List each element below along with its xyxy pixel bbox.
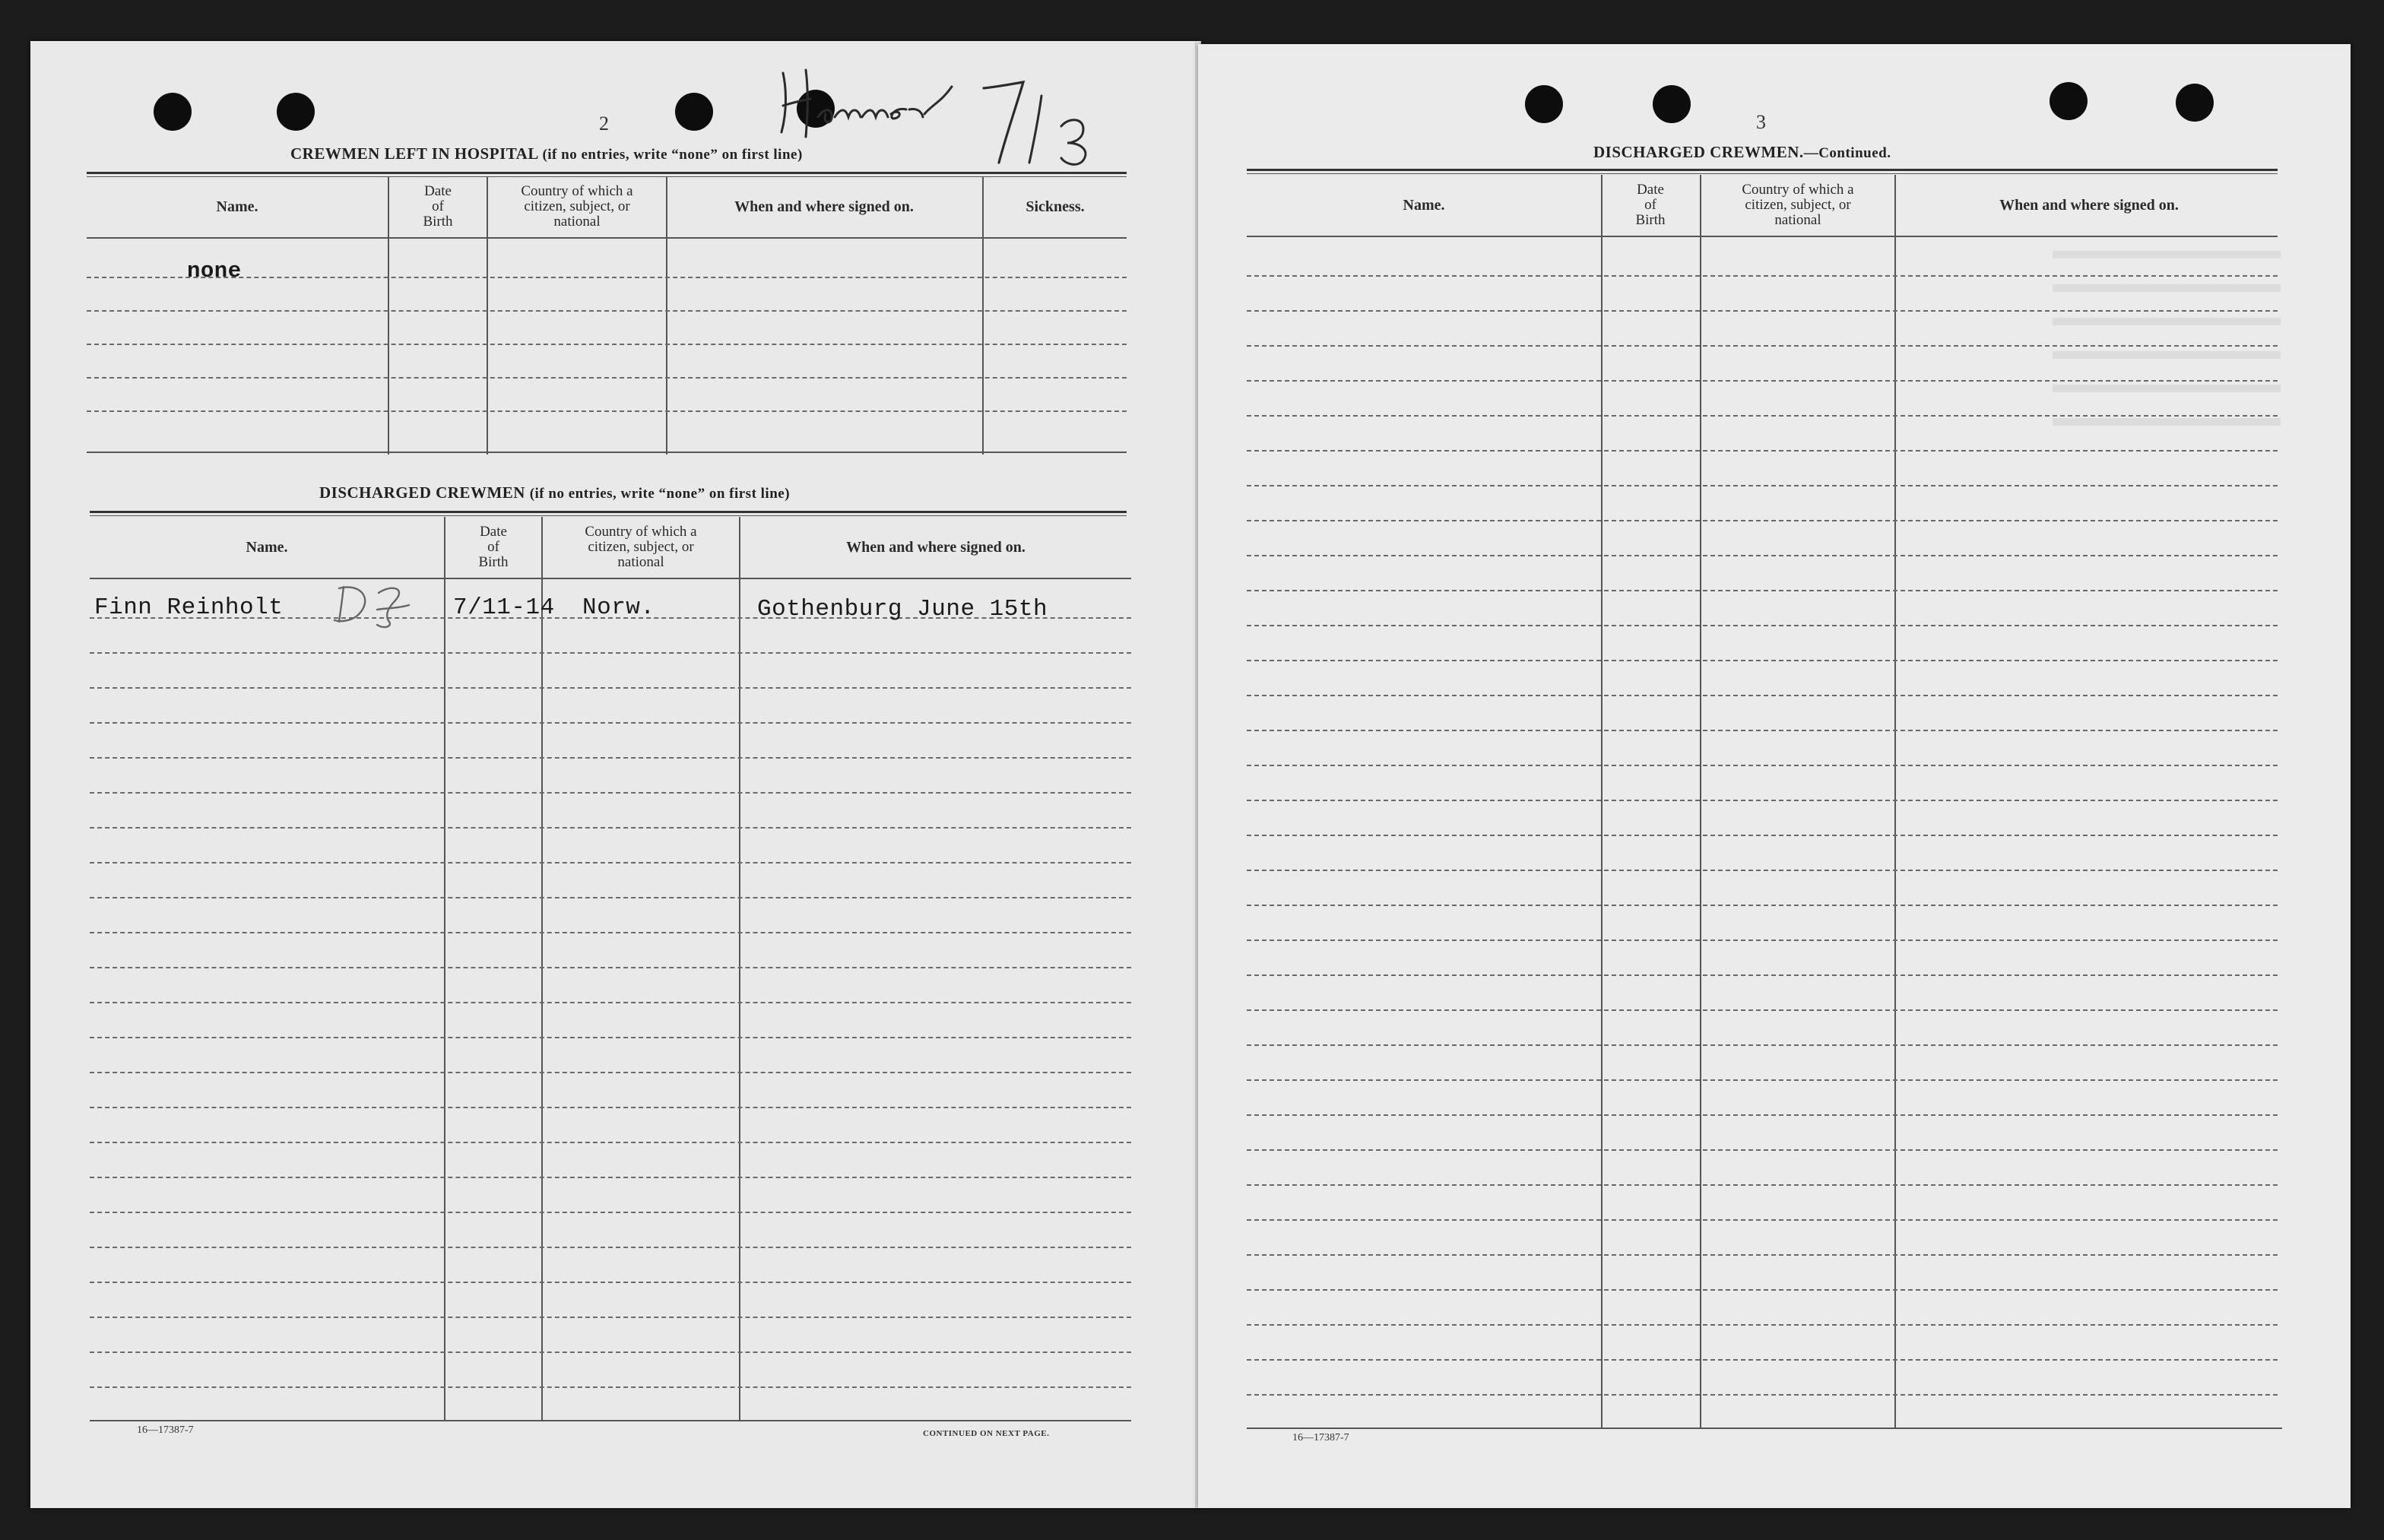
col-divider [388,176,389,455]
col-divider [487,176,488,455]
entry-line [1247,940,2278,941]
col-signed: When and where signed on. [846,539,1026,556]
hospital-heading-title: CREWMEN LEFT IN HOSPITAL [290,144,538,163]
entry-line [1247,870,2278,871]
entry-line [1247,800,2278,801]
col-dob-line2: of [1644,197,1656,213]
right-top-rule [1247,169,2278,174]
entry-line [90,862,1131,863]
handwritten-initials [331,578,415,631]
entry-line [90,1107,1131,1108]
table-bottom-rule [1247,1428,2282,1429]
discharged-heading-note: (if no entries, write “none” on first line) [529,486,791,502]
page-number: 3 [1756,111,1766,133]
entry-line [1247,1219,2278,1221]
col-name: Name. [216,198,258,215]
entry-line [90,967,1131,968]
col-country-line3: national [553,214,601,230]
entry-line [90,722,1131,724]
table-bottom-rule [90,1420,1131,1421]
handwritten-mark [976,73,1105,172]
entry-line [1247,1394,2278,1396]
col-divider [1894,175,1896,1429]
entry-line [1247,625,2278,626]
discharged-entry-name: Finn Reinholt [94,594,284,621]
entry-line [90,827,1131,829]
entry-line [90,757,1131,759]
entry-line [90,1037,1131,1038]
entry-line [1247,1044,2278,1046]
col-divider [982,176,984,455]
entry-line [90,1177,1131,1178]
punch-hole [2050,82,2088,120]
form-number: 16—17387-7 [1292,1432,1349,1443]
punch-hole [1653,85,1691,123]
punch-hole [154,93,192,131]
discharged-top-rule [90,511,1127,516]
hospital-section-heading [290,144,803,163]
col-divider [666,176,667,455]
col-country-line2: citizen, subject, or [524,198,630,214]
col-country-line2: citizen, subject, or [1745,197,1851,213]
punch-hole [2176,84,2214,122]
entry-line [1247,520,2278,521]
col-dob [1603,175,1698,236]
entry-line [1247,1289,2278,1291]
entry-line [1247,1324,2278,1326]
punch-hole [277,93,315,131]
col-country-line3: national [617,554,664,570]
col-divider [1601,175,1603,1429]
entry-line [90,932,1131,933]
col-country-line1: Country of which a [1742,182,1854,198]
entry-line [90,792,1131,794]
entry-line [1247,1149,2278,1151]
continued-note: CONTINUED ON NEXT PAGE. [923,1429,1050,1438]
col-dob-line1: Date [424,183,452,199]
col-signed: When and where signed on. [1999,197,2179,214]
entry-line [90,652,1131,654]
discharged-entry-signed-on: Gothenburg June 15th [757,596,1048,623]
col-country-line2: citizen, subject, or [588,539,694,555]
handwritten-name [772,64,970,147]
entry-line [90,1351,1131,1353]
entry-line [87,410,1127,412]
col-divider [1700,175,1701,1429]
col-dob [445,517,541,578]
col-dob-line2: of [432,198,444,214]
col-dob-line1: Date [480,524,507,540]
right-heading-suffix: —Continued. [1803,145,1891,161]
entry-line [90,1142,1131,1143]
col-dob [389,176,487,237]
entry-line [87,344,1127,345]
hospital-heading-note: (if no entries, write “none” on first line) [542,147,803,163]
punch-hole [675,93,713,131]
header-rule [87,237,1127,239]
entry-line [90,1072,1131,1073]
entry-line [1247,485,2278,486]
hospital-table [87,176,1127,458]
page-number: 2 [599,112,609,135]
discharged-entry-country: Norw. [582,594,655,621]
entry-line [1247,905,2278,906]
col-sickness: Sickness. [1026,198,1085,215]
entry-line [90,1212,1131,1213]
bleed-through-marks [2053,251,2281,448]
entry-line [90,1282,1131,1283]
col-dob-line1: Date [1637,182,1664,198]
entry-line [1247,1079,2278,1081]
entry-line [1247,1114,2278,1116]
entry-line [87,310,1127,312]
col-dob-line3: Birth [478,554,509,570]
col-dob-line3: Birth [1635,212,1666,228]
entry-line [1247,590,2278,591]
col-signed: When and where signed on. [734,198,914,215]
col-country [543,517,739,578]
table-bottom-rule [87,452,1127,453]
col-dob-line2: of [487,539,499,555]
entry-line [87,377,1127,379]
entry-line [1247,1359,2278,1361]
col-country-line1: Country of which a [521,183,633,199]
discharged-heading-title: DISCHARGED CREWMEN [319,483,525,502]
entry-line [1247,660,2278,661]
col-name: Name. [1403,197,1445,214]
header-rule [1247,236,2278,237]
entry-line [90,897,1131,898]
col-country [488,176,666,237]
entry-line [1247,695,2278,696]
entry-line [1247,450,2278,452]
entry-line [90,1317,1131,1318]
discharged-section-heading [319,483,790,502]
entry-line [90,1386,1131,1388]
entry-line [1247,730,2278,731]
col-dob-line3: Birth [423,214,453,230]
right-heading-title: DISCHARGED CREWMEN. [1593,143,1804,161]
entry-line [90,1247,1131,1248]
form-number: 16—17387-7 [137,1424,194,1436]
punch-hole [1525,85,1563,123]
col-country [1701,175,1894,236]
right-heading [1593,143,1891,162]
entry-line [1247,835,2278,836]
col-country-line1: Country of which a [585,524,697,540]
entry-line [90,687,1131,689]
discharged-entry-dob: 7/11-14 [453,594,555,621]
col-country-line3: national [1774,212,1821,228]
entry-line [1247,1009,2278,1011]
col-name: Name. [246,539,288,556]
entry-line [87,277,1127,278]
hospital-entry-name: none [187,258,242,284]
entry-line [1247,1254,2278,1256]
entry-line [1247,765,2278,766]
entry-line [90,1002,1131,1003]
entry-line [1247,1184,2278,1186]
entry-line [1247,974,2278,976]
discharged-table [90,517,1131,1426]
entry-line [1247,555,2278,556]
header-rule [90,578,1131,579]
